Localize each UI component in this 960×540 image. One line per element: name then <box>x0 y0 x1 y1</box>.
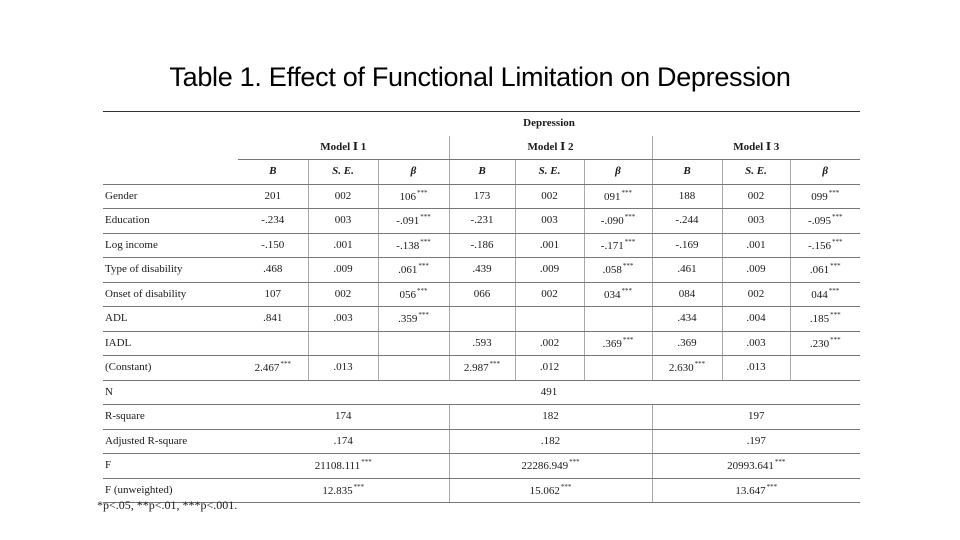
dependent-variable-header: Depression <box>238 112 860 136</box>
significance-marker: *** <box>489 360 501 369</box>
row-label: ADL <box>103 307 238 332</box>
regression-table-container <box>103 111 860 503</box>
table-cell <box>238 356 308 381</box>
cell-value: 107 <box>264 287 281 300</box>
significance-marker: *** <box>353 482 365 491</box>
stat-value: 22286.949 <box>521 460 569 473</box>
stat-value: .182 <box>540 434 561 447</box>
table-cell <box>238 282 308 307</box>
table-cell <box>449 184 515 209</box>
table-cell <box>515 282 584 307</box>
significance-marker: *** <box>621 286 632 295</box>
cell-value: .061 <box>398 264 418 277</box>
table-cell <box>238 209 308 234</box>
table-cell <box>722 184 790 209</box>
cell-value: .003 <box>333 312 353 325</box>
table-cell <box>652 184 722 209</box>
table-cell <box>308 258 378 283</box>
cell-value: .013 <box>746 361 766 374</box>
significance-marker: *** <box>417 286 428 295</box>
table-cell <box>790 209 860 234</box>
cell-value: 034 <box>604 288 621 301</box>
table-cell <box>722 282 790 307</box>
stat-value: 182 <box>542 410 559 423</box>
cell-value: -.244 <box>675 214 699 227</box>
stat-value: 174 <box>335 410 352 423</box>
cell-value: .230 <box>809 337 830 350</box>
cell-value: 002 <box>334 189 352 202</box>
table-cell <box>790 307 860 332</box>
row-label: Gender <box>103 184 238 209</box>
table-cell <box>515 331 584 356</box>
cell-value: 002 <box>541 189 558 202</box>
significance-marker: *** <box>830 262 841 271</box>
table-cell <box>449 209 515 234</box>
table-cell <box>378 184 449 209</box>
stat-cell <box>238 429 449 454</box>
stat-value: 13.647 <box>735 484 766 497</box>
cell-value: -.138 <box>396 239 420 252</box>
cell-value: 106 <box>399 190 416 203</box>
stat-label: Adjusted R-square <box>103 429 238 454</box>
stat-value: .197 <box>746 434 766 447</box>
stat-value: .174 <box>333 434 353 447</box>
table-row <box>103 184 860 209</box>
cell-value: .012 <box>539 361 560 374</box>
significance-marker: *** <box>624 213 636 222</box>
table-cell <box>652 258 722 283</box>
cell-value: .009 <box>333 263 353 276</box>
cell-value: 003 <box>541 214 558 227</box>
cell-value: -.171 <box>600 239 624 252</box>
model-3-header: Model Ⅰ 3 <box>652 136 860 160</box>
cell-value: .003 <box>746 336 766 349</box>
table-cell <box>584 233 652 258</box>
cell-value: .369 <box>602 337 622 350</box>
table-cell <box>790 233 860 258</box>
table-cell <box>449 282 515 307</box>
significance-marker: *** <box>621 188 632 197</box>
cell-value: -.231 <box>470 214 494 227</box>
cell-value: .058 <box>602 264 622 277</box>
significance-marker: *** <box>420 213 431 222</box>
significance-marker: *** <box>622 335 634 344</box>
table-cell <box>515 356 584 381</box>
cell-value: 056 <box>399 288 416 301</box>
cell-value: .001 <box>539 238 560 251</box>
table-row <box>103 258 860 283</box>
table-cell <box>515 233 584 258</box>
table-cell <box>584 258 652 283</box>
stat-cell <box>652 405 860 430</box>
cell-value: .593 <box>472 336 492 349</box>
table-cell <box>584 307 652 332</box>
stat-value: 12.835 <box>322 484 353 497</box>
table-cell <box>722 307 790 332</box>
cell-value: -.091 <box>396 215 420 228</box>
cell-value: .841 <box>263 312 283 325</box>
table-row <box>103 356 860 381</box>
col-b: B <box>652 160 722 185</box>
cell-value: 099 <box>811 190 828 203</box>
cell-value: 091 <box>604 190 621 203</box>
significance-marker: *** <box>280 360 291 369</box>
table-cell <box>308 356 378 381</box>
col-beta: β <box>790 160 860 185</box>
table-cell <box>308 307 378 332</box>
table-cell <box>584 184 652 209</box>
row-label: Log income <box>103 233 238 258</box>
table-cell <box>584 209 652 234</box>
cell-value: 2.467 <box>254 362 280 375</box>
stat-cell <box>652 429 860 454</box>
table-cell <box>238 258 308 283</box>
table-cell <box>584 331 652 356</box>
table-cell <box>652 282 722 307</box>
col-se: S. E. <box>722 160 790 185</box>
cell-value: -.150 <box>261 238 285 251</box>
cell-value: 002 <box>334 287 352 300</box>
regression-table <box>103 111 860 503</box>
stat-cell <box>449 405 652 430</box>
col-beta: β <box>378 160 449 185</box>
stat-cell <box>238 405 449 430</box>
table-cell <box>584 356 652 381</box>
slide-title: Table 1. Effect of Functional Limitation on Depression <box>169 62 791 92</box>
table-cell <box>378 282 449 307</box>
significance-marker: *** <box>569 458 580 467</box>
n-value: 491 <box>238 380 860 405</box>
n-row <box>103 380 860 405</box>
cell-value: .439 <box>472 263 492 276</box>
model-2-header: Model Ⅰ 2 <box>449 136 652 160</box>
table-cell <box>584 282 652 307</box>
stat-label: F (unweighted) <box>103 478 238 503</box>
table-cell <box>722 356 790 381</box>
row-label: Education <box>103 209 238 234</box>
table-row <box>103 282 860 307</box>
stat-cell <box>238 454 449 479</box>
cell-value: -.090 <box>600 215 624 228</box>
table-cell <box>308 209 378 234</box>
col-beta: β <box>584 160 652 185</box>
stat-value: 15.062 <box>529 484 560 497</box>
table-row <box>103 233 860 258</box>
significance-marker: *** <box>766 482 778 491</box>
cell-value: .468 <box>263 263 283 276</box>
cell-value: 201 <box>264 189 281 202</box>
table-row <box>103 209 860 234</box>
model-1-header: Model Ⅰ 1 <box>238 136 449 160</box>
cell-value: .001 <box>746 238 766 251</box>
table-cell <box>652 233 722 258</box>
table-cell <box>449 356 515 381</box>
col-se: S. E. <box>515 160 584 185</box>
col-se: S. E. <box>308 160 378 185</box>
table-cell <box>378 233 449 258</box>
table-row <box>103 331 860 356</box>
cell-value: 003 <box>334 214 352 227</box>
stat-value: 197 <box>748 410 765 423</box>
cell-value: .359 <box>398 313 418 326</box>
significance-marker: *** <box>560 482 572 491</box>
significance-marker: *** <box>831 213 843 222</box>
significance-marker: *** <box>694 360 706 369</box>
cell-value: 173 <box>473 189 491 202</box>
significance-marker: *** <box>420 237 431 246</box>
table-cell <box>308 282 378 307</box>
table-row <box>103 307 860 332</box>
table-cell <box>238 184 308 209</box>
table-cell <box>308 233 378 258</box>
significance-marker: *** <box>417 188 428 197</box>
n-label: N <box>103 380 238 405</box>
row-label: Onset of disability <box>103 282 238 307</box>
cell-value: 002 <box>747 189 765 202</box>
row-label: (Constant) <box>103 356 238 381</box>
table-cell <box>378 307 449 332</box>
table-cell <box>515 184 584 209</box>
significance-footnote: *p<.05, **p<.01, ***p<.001. <box>97 498 238 512</box>
significance-marker: *** <box>830 311 841 320</box>
table-cell <box>515 307 584 332</box>
stat-value: 20993.641 <box>727 460 774 473</box>
table-cell <box>378 209 449 234</box>
cell-value: 066 <box>473 287 491 300</box>
cell-value: -.095 <box>808 215 831 228</box>
cell-value: 2.987 <box>463 362 489 375</box>
significance-marker: *** <box>774 458 786 467</box>
table-cell <box>652 209 722 234</box>
cell-value: 2.630 <box>668 362 694 375</box>
table-cell <box>722 209 790 234</box>
table-cell <box>378 258 449 283</box>
table-cell <box>449 258 515 283</box>
table-cell <box>378 356 449 381</box>
stat-label: R-square <box>103 405 238 430</box>
significance-marker: *** <box>622 262 634 271</box>
cell-value: .009 <box>539 263 560 276</box>
stat-row <box>103 429 860 454</box>
col-b: B <box>449 160 515 185</box>
cell-value: .001 <box>333 238 353 251</box>
stat-cell <box>449 454 652 479</box>
column-header-row <box>103 160 860 185</box>
table-cell <box>652 307 722 332</box>
stat-row <box>103 405 860 430</box>
table-cell <box>790 282 860 307</box>
significance-marker: *** <box>828 286 840 295</box>
table-cell <box>238 233 308 258</box>
model-header-row <box>103 136 860 160</box>
stat-cell <box>652 478 860 503</box>
cell-value: .009 <box>746 263 766 276</box>
table-cell <box>308 184 378 209</box>
cell-value: .002 <box>539 336 560 349</box>
table-cell <box>722 258 790 283</box>
row-label: IADL <box>103 331 238 356</box>
cell-value: -.156 <box>808 239 831 252</box>
cell-value: .061 <box>809 264 830 277</box>
cell-value: 044 <box>811 288 828 301</box>
significance-marker: *** <box>361 458 372 467</box>
cell-value: .185 <box>809 313 830 326</box>
table-cell <box>790 331 860 356</box>
cell-value: 002 <box>747 287 765 300</box>
table-cell <box>790 258 860 283</box>
stat-row <box>103 454 860 479</box>
table-cell <box>790 356 860 381</box>
cell-value: 003 <box>747 214 765 227</box>
table-cell <box>308 331 378 356</box>
table-cell <box>722 331 790 356</box>
table-cell <box>722 233 790 258</box>
cell-value: .369 <box>677 336 697 349</box>
stat-cell <box>449 478 652 503</box>
cell-value: -.186 <box>470 238 494 251</box>
table-cell <box>449 307 515 332</box>
cell-value: .461 <box>677 263 697 276</box>
stat-label: F <box>103 454 238 479</box>
table-cell <box>515 258 584 283</box>
cell-value: 188 <box>678 189 696 202</box>
table-cell <box>652 331 722 356</box>
stat-value: 21108.111 <box>314 460 361 473</box>
col-b: B <box>238 160 308 185</box>
stat-cell <box>652 454 860 479</box>
table-cell <box>652 356 722 381</box>
significance-marker: *** <box>418 262 429 271</box>
significance-marker: *** <box>624 237 636 246</box>
stat-cell <box>238 478 449 503</box>
significance-marker: *** <box>418 311 429 320</box>
table-cell <box>449 331 515 356</box>
cell-value: .013 <box>333 361 353 374</box>
cell-value: .434 <box>677 312 697 325</box>
significance-marker: *** <box>830 335 841 344</box>
row-label: Type of disability <box>103 258 238 283</box>
cell-value: 002 <box>541 287 558 300</box>
significance-marker: *** <box>828 188 840 197</box>
cell-value: -.169 <box>675 238 699 251</box>
table-cell <box>515 209 584 234</box>
table-cell <box>378 331 449 356</box>
table-cell <box>449 233 515 258</box>
table-cell <box>238 331 308 356</box>
table-cell <box>790 184 860 209</box>
stat-cell <box>449 429 652 454</box>
table-cell <box>238 307 308 332</box>
cell-value: .004 <box>746 312 766 325</box>
significance-marker: *** <box>831 237 843 246</box>
cell-value: -.234 <box>261 214 285 227</box>
cell-value: 084 <box>678 287 696 300</box>
